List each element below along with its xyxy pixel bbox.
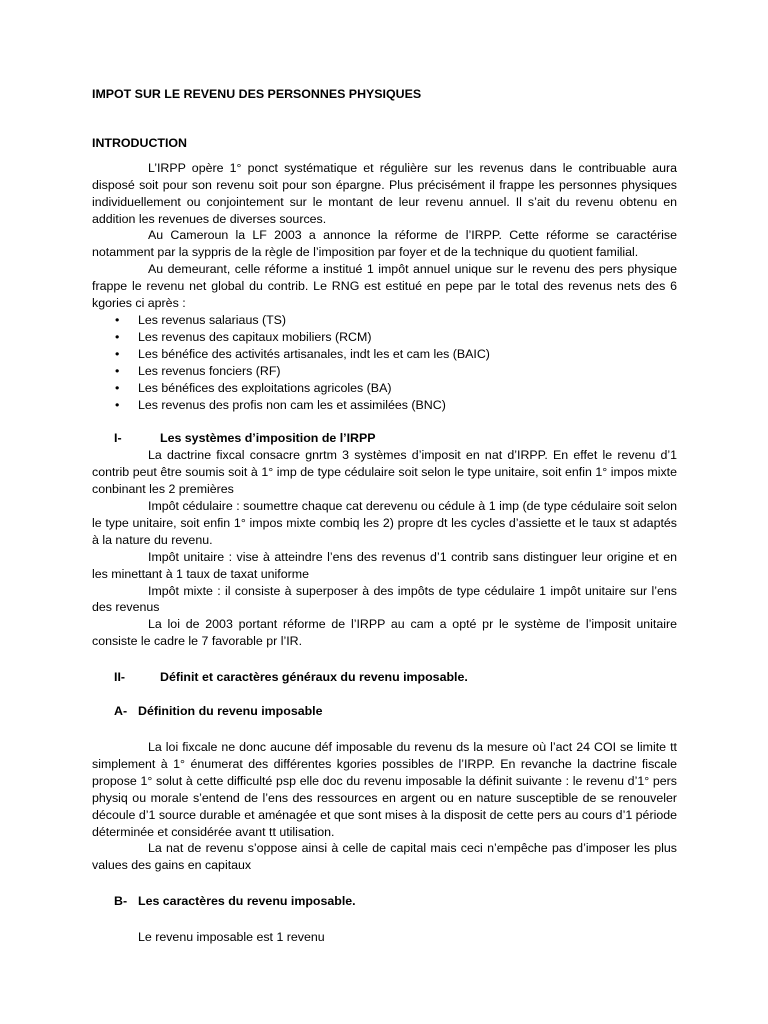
document-title: IMPOT SUR LE REVENU DES PERSONNES PHYSIQUES — [92, 87, 422, 101]
list-item: • Les revenus des profis non cam les et assimilées (BNC) — [115, 397, 446, 412]
revenue-categories-list — [92, 312, 677, 413]
section-1-paragraph-4: Impôt mixte : il consiste à superposer à des impôts de type cédulaire 1 impôt unitaire sur l’ens des revenus — [92, 583, 677, 615]
introduction-heading: INTRODUCTION — [92, 135, 187, 150]
subsection-b-paragraph-1: Le revenu imposable est 1 revenu — [138, 930, 325, 945]
bullet-icon: • — [115, 380, 120, 395]
bullet-icon: • — [115, 363, 120, 378]
list-item: • Les revenus fonciers (RF) — [115, 363, 281, 378]
section-1-paragraph-3: Impôt unitaire : vise à atteindre l’ens des revenus d’1 contrib sans distinguer leur origine et en les minettant à 1 taux de taxat uniforme — [92, 549, 677, 581]
section-title: Définit et caractères généraux du revenu imposable. — [160, 670, 468, 685]
subsection-letter: A- — [114, 704, 128, 719]
section-1-heading — [92, 430, 677, 447]
section-1-paragraph-2: Impôt cédulaire : soumettre chaque cat derevenu ou cédule à 1 imp (de type cédulaire soit selon le type unitaire, soit enfin 1° impos mixte combiq les 2) propre dt les cycles d’assiette et le taux st adaptés à la nature du revenu. — [92, 499, 677, 547]
list-item: • Les bénéfice des activités artisanales, indt les et cam les (BAIC) — [115, 346, 490, 361]
list-item: • Les revenus salariaus (TS) — [115, 312, 287, 327]
document-body — [92, 86, 677, 946]
bullet-icon: • — [115, 312, 120, 327]
subsection-a-heading — [92, 703, 677, 720]
list-item: • Les bénéfices des exploitations agricoles (BA) — [115, 380, 392, 395]
section-title: Les systèmes d’imposition de l’IRPP — [160, 431, 376, 446]
subsection-b-heading — [92, 893, 677, 910]
subsection-title: Les caractères du revenu imposable. — [138, 894, 356, 909]
bullet-icon: • — [115, 346, 120, 361]
list-item: • Les revenus des capitaux mobiliers (RCM) — [115, 329, 372, 344]
subsection-title: Définition du revenu imposable — [138, 704, 323, 719]
subsection-a-paragraph-2: La nat de revenu s’oppose ainsi à celle de capital mais ceci n’empêche pas d’imposer les plus values des gains en capitaux — [92, 841, 677, 873]
bullet-icon: • — [115, 329, 120, 344]
bullet-icon: • — [115, 397, 120, 412]
section-1-paragraph-5: La loi de 2003 portant réforme de l’IRPP au cam a opté pr le système de l’imposit unitaire consiste le cadre le 7 favorable pr l’IR. — [92, 617, 677, 649]
section-number: II- — [114, 670, 126, 685]
subsection-letter: B- — [114, 894, 128, 909]
introduction-paragraph-3: Au demeurant, celle réforme a institué 1 impôt annuel unique sur le revenu des pers physique frappe le revenu net global du contrib. Le RNG est estitué en pepe par le total des revenus nets des 6 kgories ci après : — [92, 262, 677, 311]
subsection-a-paragraph-1: La loi fixcale ne donc aucune déf imposable du revenu ds la mesure où l’act 24 COI se limite tt simplement à 1° énumerat des différentes kgories possibles de l’IRPP. En revanche la dactrine fiscale propose 1° solut à cette difficulté psp elle doc du revenu imposable la définit suivante : le revenu d’1° pers physiq ou morale s’entend de l’ens des ressources en argent ou en nature susceptible de se renouveler découle d’1 source durable et aménagée et que sont mises à la disposit de cette pers au cours d’1 période déterminée et considérée avant tt utilisation. — [92, 740, 677, 839]
section-2-heading — [92, 669, 677, 686]
introduction-paragraph-2: Au Cameroun la LF 2003 a annonce la réforme de l’IRPP. Cette réforme se caractérise notamment par la syppris de la règle de l’imposition par foyer et de la technique du quotient familial. — [92, 228, 677, 260]
introduction-paragraph-1: L’IRPP opère 1° ponct systématique et régulière sur les revenus dans le contribuable aura disposé soit pour son revenu soit pour son épargne. Plus précisément il frappe les personnes physiques individuellement ou conjointement sur le montant de leur revenu annuel. Il s’ait du revenu obtenu en addition les revenues de diverses sources. — [92, 160, 677, 226]
section-number: I- — [114, 431, 122, 446]
section-1-paragraph-1: La dactrine fixcal consacre gnrtm 3 systèmes d’imposit en nat d’IRPP. En effet le revenu d’1 contrib peut être soumis soit à 1° imp de type cédulaire soit selon le type unitaire, soit enfin 1° impos mixte conbinant les 2 premières — [92, 448, 677, 497]
